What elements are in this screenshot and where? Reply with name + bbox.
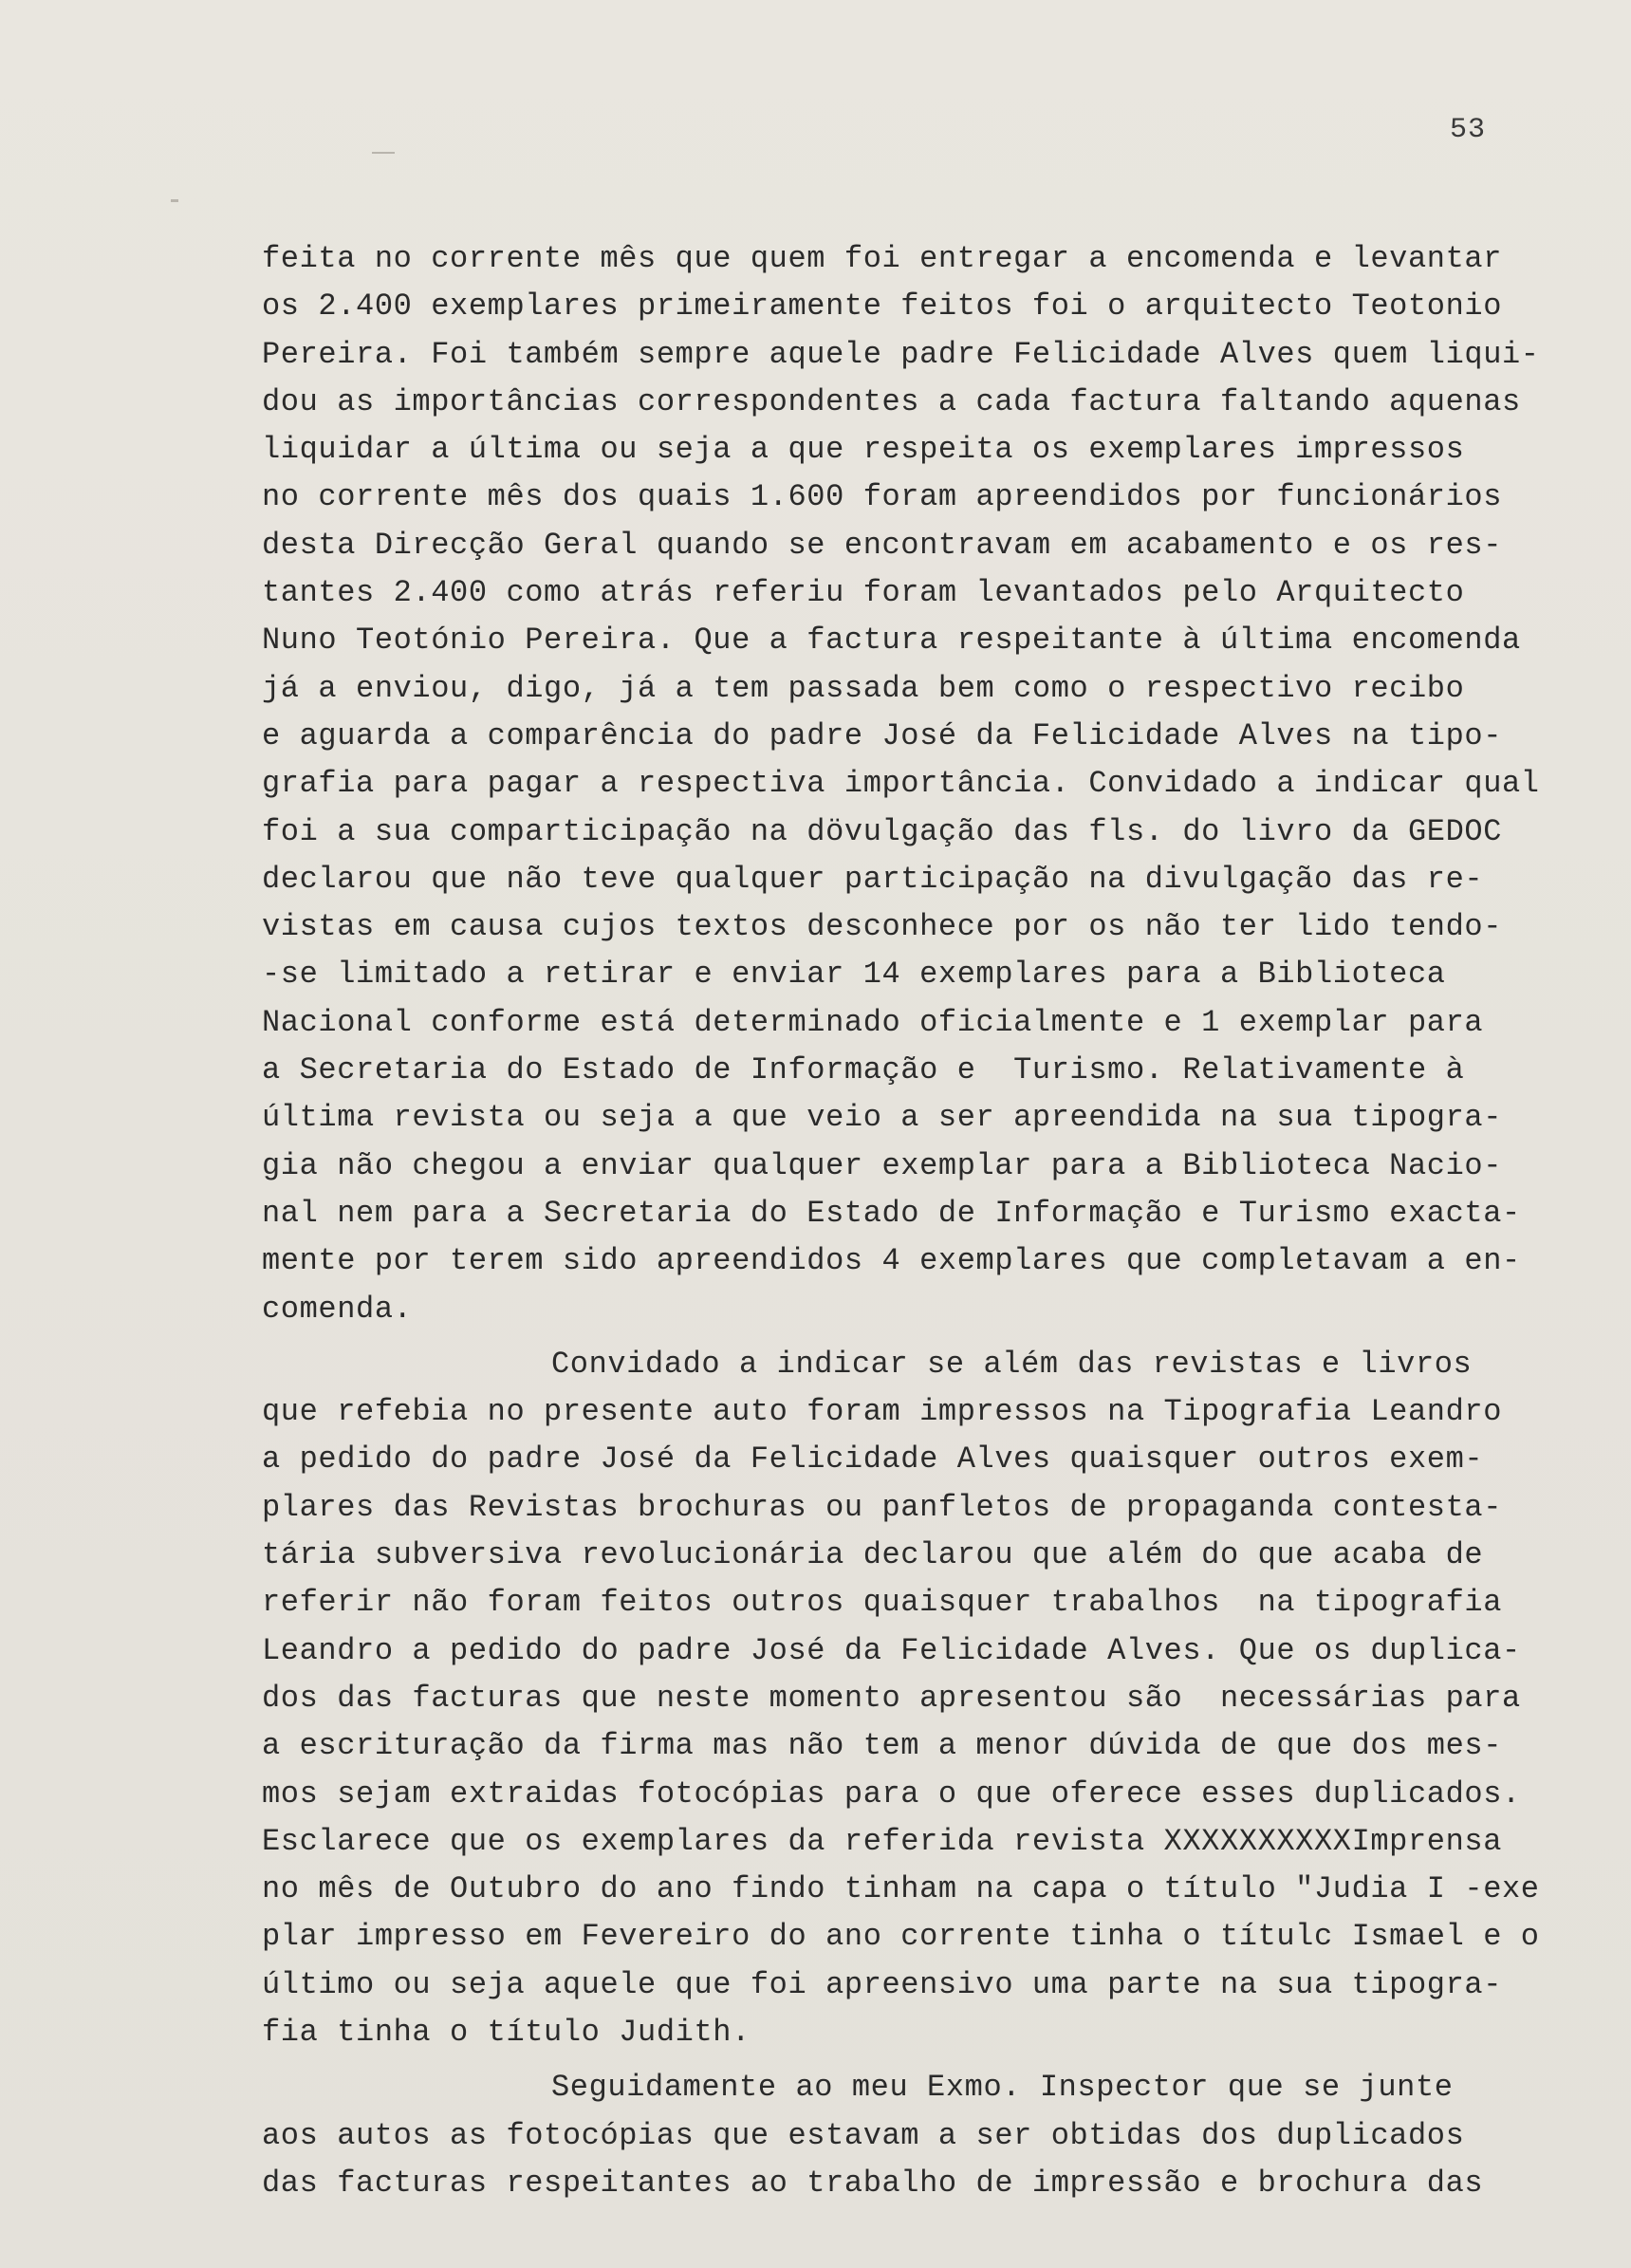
text-line: e aguarda a comparência do padre José da Felicidade Alves na tipo-	[262, 717, 1503, 753]
text-line: última revista ou seja a que veio a ser apreendida na sua tipogra-	[262, 1100, 1503, 1136]
text-line: tária subversiva revolucionária declarou que além do que acaba de	[262, 1537, 1484, 1573]
text-line: aos autos as fotocópias que estavam a ser obtidas dos duplicados	[262, 2117, 1465, 2153]
paragraph	[262, 235, 1609, 1333]
text-line: mos sejam extraidas fotocópias para o que oferece esses duplicados.	[262, 1775, 1521, 1812]
text-line: dou as importâncias correspondentes a cada factura faltando aquenas	[262, 383, 1521, 419]
text-line: Leandro a pedido do padre José da Felicidade Alves. Que os duplica-	[262, 1632, 1521, 1668]
text-line: os 2.400 exemplares primeiramente feitos foi o arquitecto Teotonio	[262, 288, 1503, 325]
text-line: que refebia no presente auto foram impressos na Tipografia Leandro	[262, 1394, 1503, 1430]
text-line: último ou seja aquele que foi apreensivo uma parte na sua tipogra-	[262, 1966, 1503, 2002]
text-line: plares das Revistas brochuras ou panfletos de propaganda contesta-	[262, 1489, 1503, 1525]
page-number: 53	[1450, 114, 1487, 146]
text-line: plar impresso em Fevereiro do ano corrente tinha o títulc Ismael e o	[262, 1919, 1540, 1955]
text-line: gia não chegou a enviar qualquer exemplar para a Biblioteca Nacio-	[262, 1147, 1503, 1183]
text-line: tantes 2.400 como atrás referiu foram levantados pelo Arquitecto	[262, 575, 1465, 611]
text-line: Convidado a indicar se além das revistas e livros	[551, 1346, 1473, 1382]
text-line: declarou que não teve qualquer participação na divulgação das re-	[262, 861, 1484, 897]
text-line: nal nem para a Secretaria do Estado de Informação e Turismo exacta-	[262, 1195, 1521, 1231]
text-line: Esclarece que os exemplares da referida revista XXXXXXXXXXImprensa	[262, 1823, 1503, 1859]
text-line: dos das facturas que neste momento apresentou são necessárias para	[262, 1680, 1521, 1716]
text-line: liquidar a última ou seja a que respeita os exemplares impressos	[262, 432, 1465, 468]
text-line: mente por terem sido apreendidos 4 exemplares que completavam a en-	[262, 1243, 1521, 1279]
text-line: -se limitado a retirar e enviar 14 exemplares para a Biblioteca	[262, 957, 1446, 993]
text-line: vistas em causa cujos textos desconhece por os não ter lido tendo-	[262, 909, 1503, 945]
text-line: no corrente mês dos quais 1.600 foram apreendidos por funcionários	[262, 479, 1503, 515]
text-line: Nacional conforme está determinado oficialmente e 1 exemplar para	[262, 1004, 1484, 1040]
scan-mark	[372, 152, 395, 154]
text-line: a Secretaria do Estado de Informação e Turismo. Relativamente à	[262, 1052, 1465, 1088]
text-line: grafia para pagar a respectiva importância. Convidado a indicar qual	[262, 766, 1540, 802]
scan-mark	[171, 199, 178, 202]
text-line: referir não foram feitos outros quaisquer trabalhos na tipografia	[262, 1585, 1503, 1621]
paragraph	[262, 2064, 1609, 2207]
text-line: Seguidamente ao meu Exmo. Inspector que se junte	[551, 2070, 1454, 2106]
document-body	[262, 235, 1609, 2207]
text-line: fia tinha o título Judith.	[262, 2014, 751, 2050]
text-line: comenda.	[262, 1291, 413, 1327]
text-line: foi a sua comparticipação na dövulgação das fls. do livro da GEDOC	[262, 813, 1503, 849]
text-line: desta Direcção Geral quando se encontravam em acabamento e os res-	[262, 527, 1503, 563]
text-line: Pereira. Foi também sempre aquele padre Felicidade Alves quem liqui-	[262, 336, 1540, 372]
text-line: a pedido do padre José da Felicidade Alves quaisquer outros exem-	[262, 1441, 1484, 1478]
paragraph	[262, 1341, 1609, 2056]
text-line: no mês de Outubro do ano findo tinham na capa o título "Judia I -exe	[262, 1871, 1540, 1907]
text-line: já a enviou, digo, já a tem passada bem como o respectivo recibo	[262, 670, 1465, 706]
text-line: das facturas respeitantes ao trabalho de impressão e brochura das	[262, 2165, 1484, 2201]
text-line: Nuno Teotónio Pereira. Que a factura respeitante à última encomenda	[262, 623, 1521, 659]
text-line: feita no corrente mês que quem foi entregar a encomenda e levantar	[262, 241, 1503, 276]
text-line: a escrituração da firma mas não tem a menor dúvida de que dos mes-	[262, 1728, 1503, 1764]
